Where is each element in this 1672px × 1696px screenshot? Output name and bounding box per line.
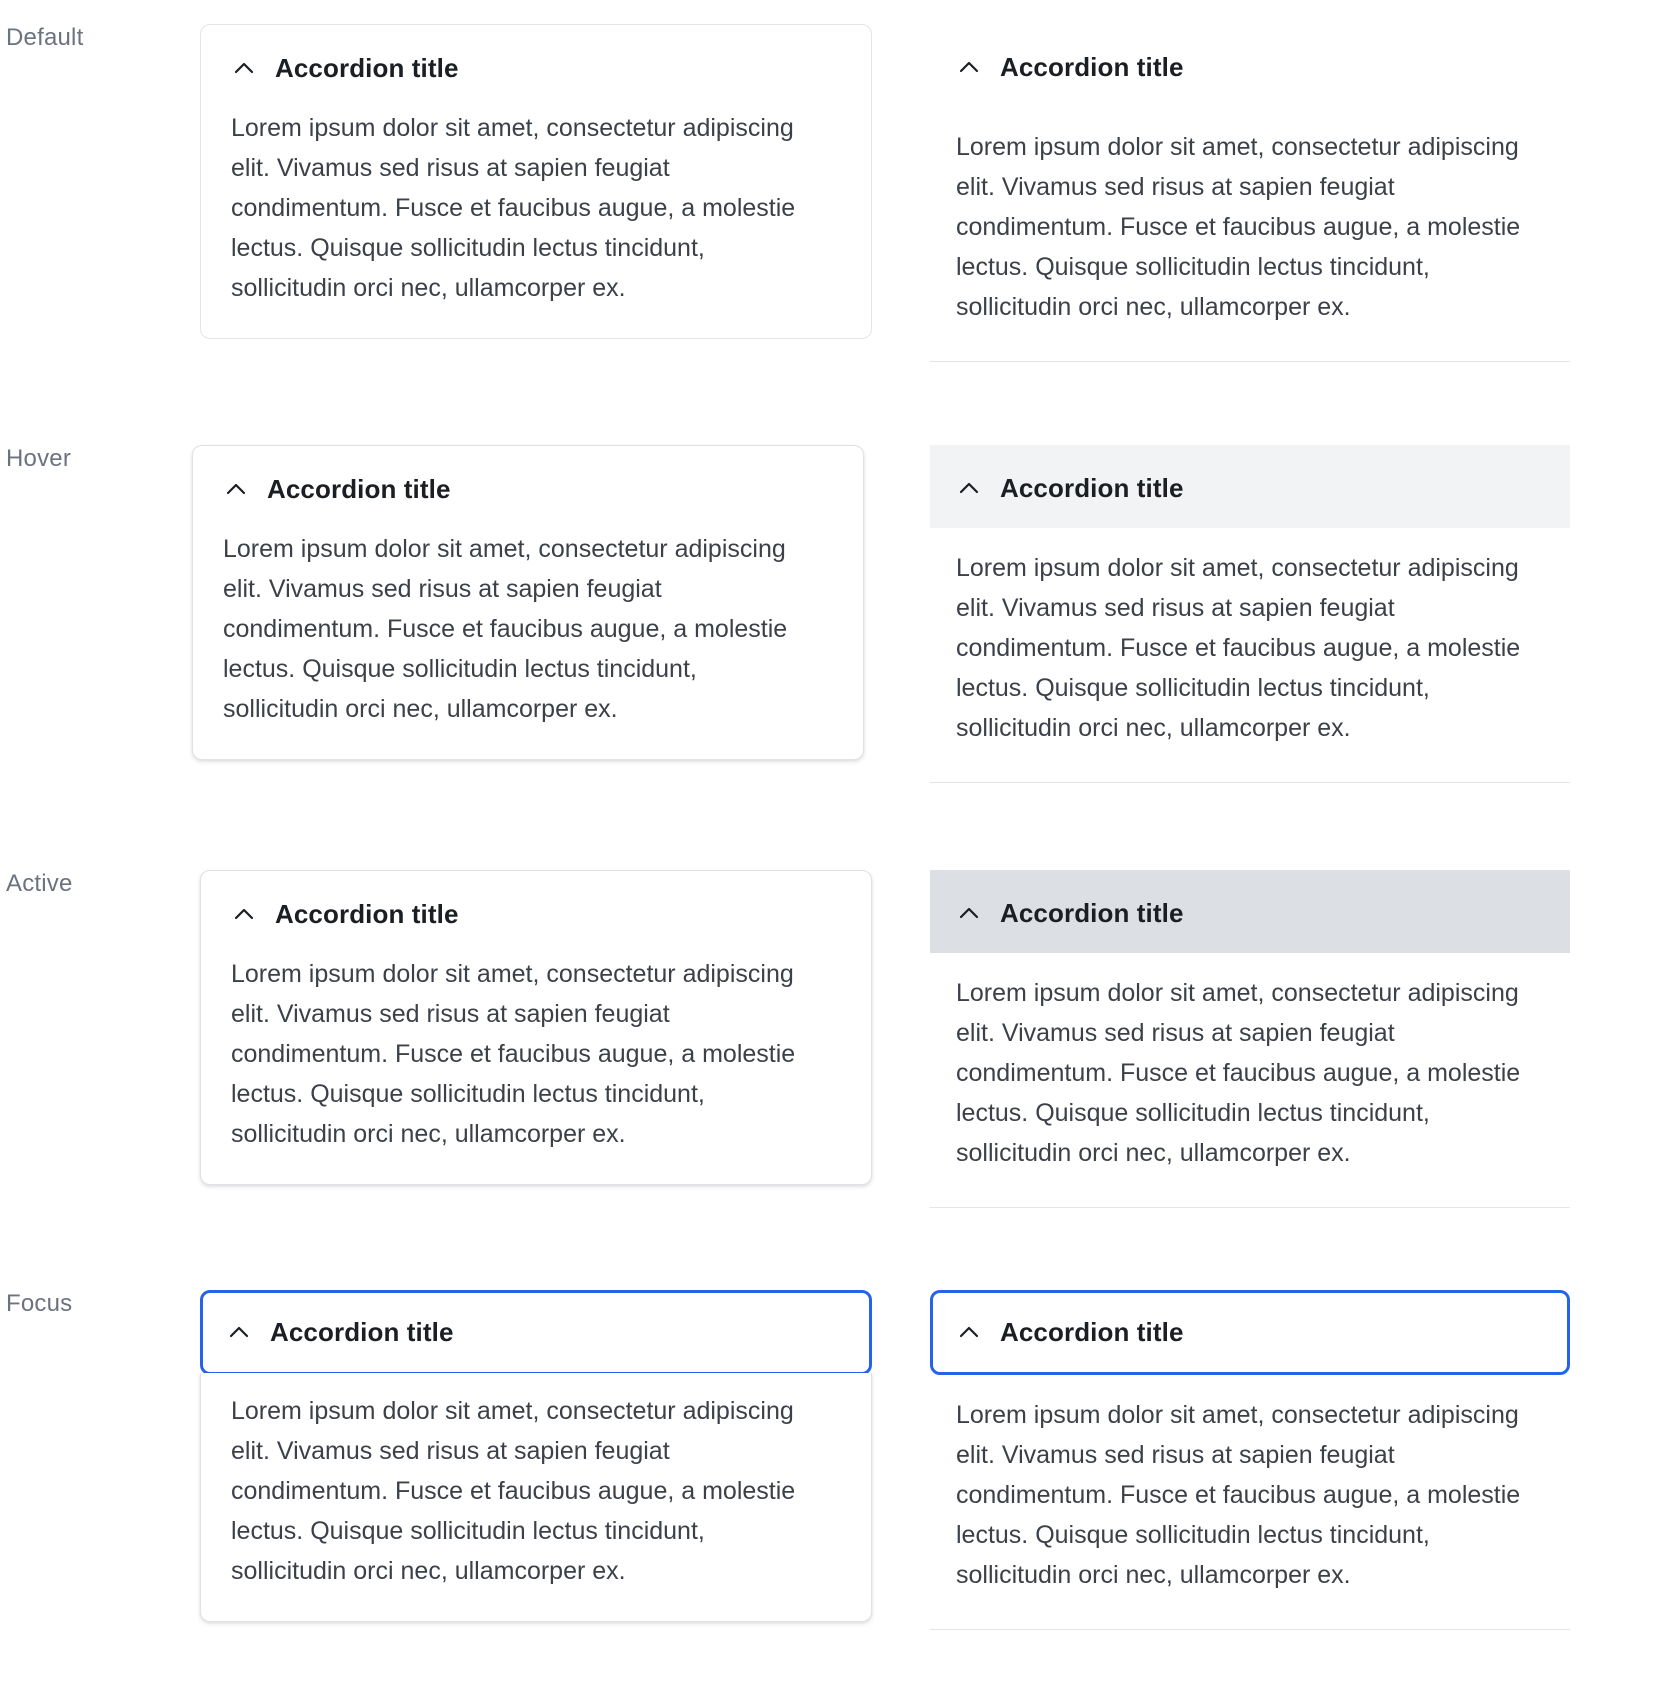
chevron-up-icon[interactable] — [956, 476, 982, 502]
accordion-body: Lorem ipsum dolor sit amet, consectetur adipiscing elit. Vivamus sed risus at sapien feugiat condimentum. Fusce et faucibus augue, a molestie lectus. Quisque sollicitudin lectus tincidunt, sollicitudin orci nec, ullamcorper ex. — [231, 1397, 796, 1585]
accordion-header[interactable] — [201, 871, 871, 936]
chevron-up-icon[interactable] — [956, 1320, 982, 1346]
accordion-title: Accordion title — [267, 474, 451, 504]
accordion-title: Accordion title — [1000, 52, 1184, 82]
accordion-body: Lorem ipsum dolor sit amet, consectetur adipiscing elit. Vivamus sed risus at sapien feugiat condimentum. Fusce et faucibus augue, a molestie lectus. Quisque sollicitudin lectus tincidunt, sollicitudin orci nec, ullamcorper ex. — [930, 528, 1570, 783]
accordion-title: Accordion title — [1000, 473, 1184, 503]
chevron-up-icon[interactable] — [226, 1320, 252, 1346]
accordion-title: Accordion title — [275, 899, 459, 929]
accordion-body: Lorem ipsum dolor sit amet, consectetur adipiscing elit. Vivamus sed risus at sapien feugiat condimentum. Fusce et faucibus augue, a molestie lectus. Quisque sollicitudin lectus tincidunt, sollicitudin orci nec, ullamcorper ex. — [223, 535, 788, 723]
accordion-header[interactable] — [201, 25, 871, 90]
accordion-flush-default[interactable] — [930, 24, 1570, 362]
accordion-title: Accordion title — [270, 1317, 454, 1347]
state-row-focus — [0, 1290, 1672, 1630]
state-row-default — [0, 24, 1672, 362]
state-label-active: Active — [6, 870, 73, 897]
accordion-header[interactable] — [930, 1290, 1570, 1375]
accordion-header[interactable] — [930, 445, 1570, 528]
accordion-flush-hover[interactable] — [930, 445, 1570, 783]
accordion-flush-active[interactable] — [930, 870, 1570, 1208]
accordion-header[interactable] — [200, 1290, 872, 1375]
chevron-up-icon[interactable] — [956, 901, 982, 927]
accordion-header[interactable] — [930, 870, 1570, 953]
chevron-up-icon[interactable] — [231, 902, 257, 928]
accordion-card-default[interactable] — [200, 24, 872, 339]
accordion-card-focus[interactable] — [200, 1290, 872, 1622]
accordion-body: Lorem ipsum dolor sit amet, consectetur adipiscing elit. Vivamus sed risus at sapien feugiat condimentum. Fusce et faucibus augue, a molestie lectus. Quisque sollicitudin lectus tincidunt, sollicitudin orci nec, ullamcorper ex. — [930, 953, 1570, 1208]
chevron-up-icon[interactable] — [223, 477, 249, 503]
state-label-focus: Focus — [6, 1290, 73, 1317]
state-row-active — [0, 870, 1672, 1208]
state-label-hover: Hover — [6, 445, 72, 472]
accordion-header[interactable] — [930, 24, 1570, 107]
accordion-header[interactable] — [193, 446, 863, 511]
accordion-body: Lorem ipsum dolor sit amet, consectetur adipiscing elit. Vivamus sed risus at sapien feugiat condimentum. Fusce et faucibus augue, a molestie lectus. Quisque sollicitudin lectus tincidunt, sollicitudin orci nec, ullamcorper ex. — [231, 960, 796, 1148]
accordion-body: Lorem ipsum dolor sit amet, consectetur adipiscing elit. Vivamus sed risus at sapien feugiat condimentum. Fusce et faucibus augue, a molestie lectus. Quisque sollicitudin lectus tincidunt, sollicitudin orci nec, ullamcorper ex. — [231, 114, 796, 302]
accordion-body: Lorem ipsum dolor sit amet, consectetur adipiscing elit. Vivamus sed risus at sapien feugiat condimentum. Fusce et faucibus augue, a molestie lectus. Quisque sollicitudin lectus tincidunt, sollicitudin orci nec, ullamcorper ex. — [930, 107, 1570, 362]
state-row-hover — [0, 445, 1672, 783]
chevron-up-icon[interactable] — [956, 55, 982, 81]
state-label-default: Default — [6, 24, 84, 51]
chevron-up-icon[interactable] — [231, 56, 257, 82]
accordion-body: Lorem ipsum dolor sit amet, consectetur adipiscing elit. Vivamus sed risus at sapien feugiat condimentum. Fusce et faucibus augue, a molestie lectus. Quisque sollicitudin lectus tincidunt, sollicitudin orci nec, ullamcorper ex. — [930, 1375, 1570, 1630]
accordion-card-hover[interactable] — [192, 445, 864, 760]
accordion-title: Accordion title — [275, 53, 459, 83]
accordion-title: Accordion title — [1000, 1317, 1184, 1347]
accordion-flush-focus[interactable] — [930, 1290, 1570, 1630]
accordion-title: Accordion title — [1000, 898, 1184, 928]
accordion-card-active[interactable] — [200, 870, 872, 1185]
